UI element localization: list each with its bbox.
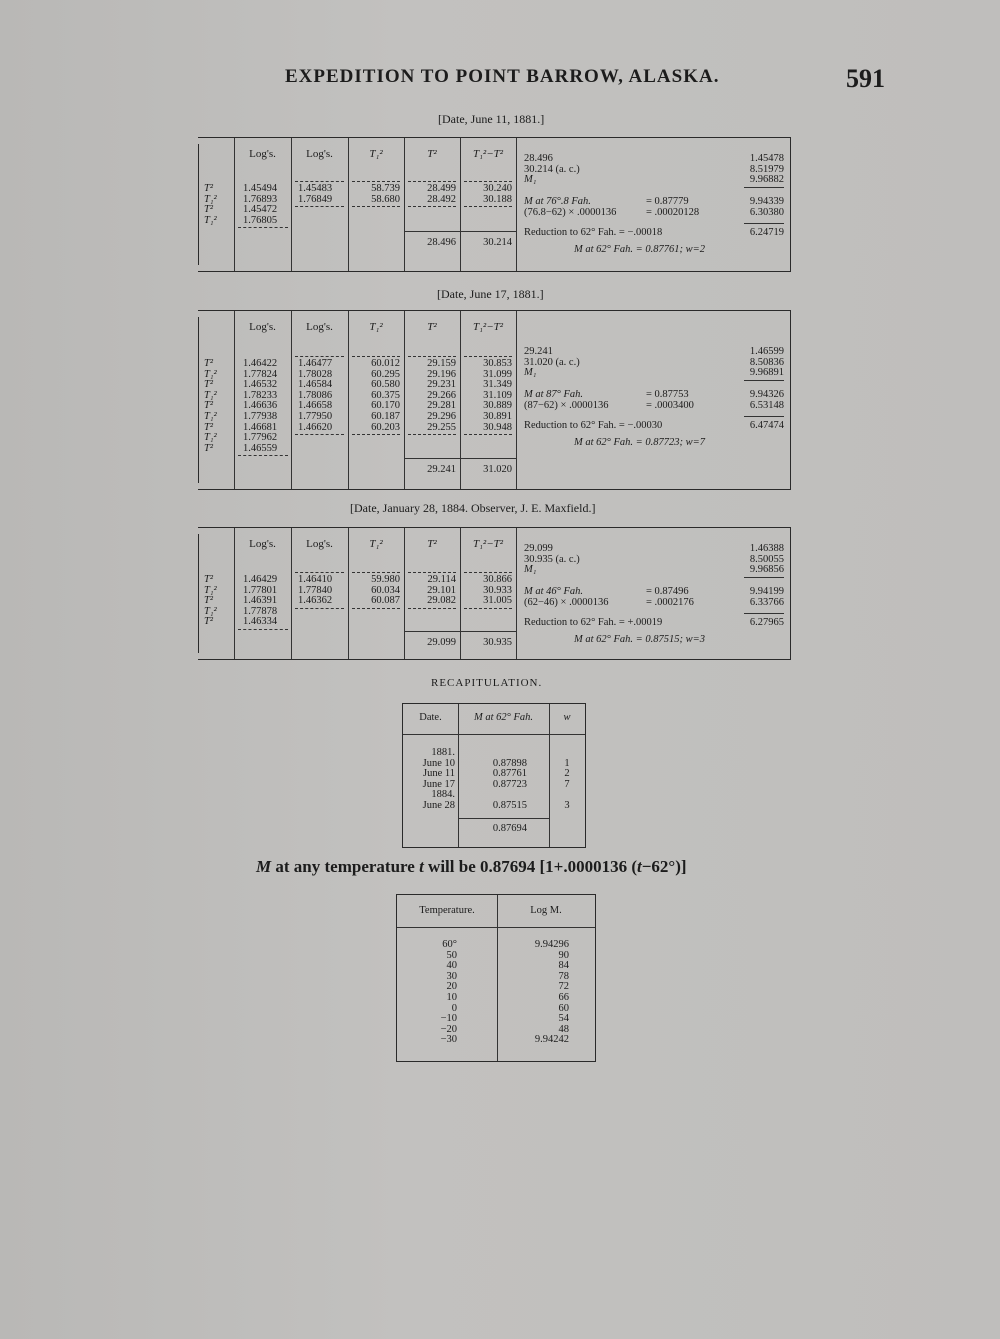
- temp-cell: 0: [451, 1002, 457, 1014]
- recap-header-date: Date.: [419, 712, 442, 723]
- calc-rule: [744, 577, 784, 578]
- logs-col-1-cell: 1.46429: [243, 574, 278, 585]
- row-labels-cell: T²: [204, 574, 213, 585]
- dashed-rule: [464, 434, 512, 435]
- logs-col-2-cell: 1.46410: [298, 574, 333, 585]
- recap-value-cell: 0.87515: [492, 799, 527, 811]
- calc-right-line: 9.96882: [749, 174, 784, 186]
- t1-squared-col-cell: 60.580: [371, 379, 400, 391]
- dashed-rule: [352, 434, 400, 435]
- column-header: Log's.: [306, 148, 333, 160]
- m-at-value: = 0.87753: [646, 389, 689, 400]
- t-squared-col: [404, 184, 456, 205]
- t1-squared-col-cell: 60.034: [371, 584, 400, 596]
- reduction: Reduction to 62° Fah. = −.00018: [524, 227, 663, 238]
- difference-col-cell: 30.933: [483, 584, 512, 596]
- t1-squared-col-cell: 60.012: [371, 358, 400, 369]
- column-header: T₁²−T²: [472, 321, 504, 333]
- sum-rule: [404, 458, 516, 459]
- logm-cell: 90: [558, 949, 569, 961]
- row-labels-cell: T²: [204, 358, 213, 369]
- t-squared-col-cell: 29.159: [427, 358, 456, 369]
- correction: (87−62) × .0000136: [524, 400, 609, 411]
- m-at-temp: M at 87° Fah.: [524, 389, 584, 400]
- correction-log: 6.33766: [749, 597, 784, 608]
- logs-col-2-cell: 1.78028: [298, 368, 333, 380]
- block-left-bar: [198, 144, 199, 265]
- difference-col: [460, 359, 512, 433]
- recap-weight-cell: [549, 748, 585, 759]
- temp-cell: 60°: [442, 939, 457, 950]
- t-squared-col-cell: 29.082: [427, 595, 456, 607]
- row-labels-cell: T₁²: [204, 368, 217, 380]
- column-header: Log's.: [306, 538, 333, 550]
- column-header: Log's.: [306, 321, 333, 333]
- reduction-log: 6.47474: [749, 420, 784, 431]
- dashed-rule: [238, 629, 288, 630]
- dashed-rule: [408, 434, 456, 435]
- t1-squared-col-cell: 60.087: [371, 595, 400, 607]
- logm-header: Log M.: [530, 905, 562, 916]
- t-squared-col-cell: 28.499: [427, 183, 456, 194]
- correction-value: = .0003400: [646, 400, 694, 411]
- logs-col-1-cell: 1.46636: [243, 400, 278, 412]
- reduction: Reduction to 62° Fah. = +.00019: [524, 617, 663, 628]
- row-labels-cell: T₁²: [204, 584, 217, 596]
- row-labels-cell: T₁²: [204, 193, 217, 205]
- difference-col-cell: 30.240: [483, 183, 512, 194]
- temp-cell: 20: [446, 981, 457, 993]
- t-squared-col-cell: 28.492: [427, 193, 456, 205]
- row-labels: [204, 575, 232, 628]
- final-result: M at 62° Fah. = 0.87761; w=2: [574, 244, 705, 255]
- recap-weight-cell: 2: [564, 768, 570, 780]
- recap-value-cell: [463, 748, 527, 759]
- t-squared-col-cell: 29.101: [427, 584, 456, 596]
- logs-col-1-cell: 1.77878: [243, 605, 278, 617]
- calc-right-line: 1.46388: [749, 543, 784, 554]
- calc-left-line: 31.020 (a. c.): [524, 356, 580, 368]
- dashed-rule: [295, 356, 344, 357]
- logs-col-2-cell: 1.77950: [298, 410, 333, 422]
- observation-block: [198, 137, 791, 272]
- t-squared-col-cell: 29.281: [427, 400, 456, 412]
- correction: (76.8−62) × .0000136: [524, 207, 617, 218]
- t1-squared-col-cell: 60.295: [371, 368, 400, 380]
- dashed-rule: [464, 181, 512, 182]
- mean-difference: 30.214: [483, 237, 512, 248]
- column-header: T₁²: [369, 321, 383, 333]
- logs-col-1-cell: 1.46422: [243, 358, 278, 369]
- difference-col-cell: 30.866: [483, 574, 512, 585]
- block-left-bar: [198, 534, 199, 653]
- calc-right-line: 8.50836: [749, 356, 784, 368]
- calc-right: [698, 154, 784, 186]
- difference-col-cell: 31.109: [483, 389, 512, 401]
- temp-cell: −10: [440, 1013, 457, 1025]
- recap-sum-rule: [458, 818, 549, 819]
- mean-t-squared: 29.099: [427, 637, 456, 648]
- temp-cell: 40: [446, 960, 457, 972]
- t-squared-col-cell: 29.196: [427, 368, 456, 380]
- calc-left-line: 30.214 (a. c.): [524, 163, 580, 175]
- calc-left: [524, 544, 674, 576]
- mean-difference: 30.935: [483, 637, 512, 648]
- logs-col-1-cell: 1.46532: [243, 379, 278, 391]
- temp-cell: −20: [440, 1023, 457, 1035]
- row-labels-cell: T²: [204, 183, 213, 194]
- recap-weight-cell: 1: [564, 757, 570, 769]
- dashed-rule: [352, 356, 400, 357]
- dashed-rule: [464, 206, 512, 207]
- t-squared-col: [404, 575, 456, 607]
- correction-log: 6.30380: [749, 207, 784, 218]
- column-divider: [234, 311, 235, 489]
- calc-left-line: 29.241: [524, 346, 553, 357]
- dashed-rule: [408, 572, 456, 573]
- logs-col-1: [243, 575, 289, 628]
- calc-right: [698, 544, 784, 576]
- dashed-rule: [352, 181, 400, 182]
- column-header: Log's.: [249, 148, 276, 160]
- m-at-log: 9.94339: [749, 196, 784, 207]
- dashed-rule: [238, 455, 288, 456]
- correction-log: 6.53148: [749, 400, 784, 411]
- calc-right: [698, 347, 784, 379]
- calc-right-line: 8.51979: [749, 163, 784, 175]
- row-labels: [204, 184, 232, 226]
- row-labels-cell: T²: [204, 421, 213, 433]
- column-header: T₁²: [369, 148, 383, 160]
- temp-cell: 30: [446, 970, 457, 982]
- final-result: M at 62° Fah. = 0.87515; w=3: [574, 634, 705, 645]
- logm-cell: 48: [558, 1023, 569, 1035]
- m-at-value: = 0.87779: [646, 196, 689, 207]
- calc-left-line: M₁: [524, 174, 537, 186]
- t1-squared-col-cell: 60.187: [371, 410, 400, 422]
- dashed-rule: [352, 572, 400, 573]
- logm-cell: 72: [558, 981, 569, 993]
- column-header: Log's.: [249, 321, 276, 333]
- final-result: M at 62° Fah. = 0.87723; w=7: [574, 437, 705, 448]
- calc-left-line: 29.099: [524, 543, 553, 554]
- block-left-bar: [198, 317, 199, 483]
- column-header: T₁²: [369, 538, 383, 550]
- recap-mean: 0.87694: [492, 823, 527, 834]
- logs-col-2-cell: 1.78086: [298, 389, 333, 401]
- difference-col-cell: 31.005: [483, 595, 512, 607]
- recap-title: RECAPITULATION.: [431, 677, 543, 689]
- t1-squared-col-cell: 60.375: [371, 389, 400, 401]
- logm-cell: 54: [558, 1013, 569, 1025]
- row-labels-cell: T²: [204, 400, 213, 412]
- dashed-rule: [408, 356, 456, 357]
- correction-value: = .00020128: [646, 207, 700, 218]
- row-labels-cell: T²: [204, 616, 213, 628]
- logs-col-2-cell: 1.46584: [298, 379, 333, 391]
- row-labels-cell: T₁²: [204, 214, 217, 226]
- column-divider: [516, 138, 517, 271]
- m-at-temp: M at 76°.8 Fah.: [524, 196, 591, 207]
- logs-col-1: [243, 359, 289, 454]
- t-squared-col-cell: 29.231: [427, 379, 456, 391]
- t-squared-col-cell: 29.114: [427, 574, 456, 585]
- m-at-temp: M at 46° Fah.: [524, 586, 584, 597]
- row-labels-cell: T₁²: [204, 432, 217, 444]
- calc-left: [524, 347, 674, 379]
- running-title: EXPEDITION TO POINT BARROW, ALASKA.: [285, 66, 720, 87]
- row-labels-cell: T₁²: [204, 410, 217, 422]
- recap-date-cell: 1881.: [431, 747, 455, 758]
- dashed-rule: [408, 181, 456, 182]
- temp-header: Temperature.: [419, 905, 475, 916]
- temp-cell: 50: [446, 949, 457, 961]
- column-header: Log's.: [249, 538, 276, 550]
- logs-col-1-cell: 1.77824: [243, 368, 278, 380]
- logs-col-2: [298, 184, 344, 205]
- page-header: [0, 64, 1000, 94]
- log-m-table: [396, 894, 596, 1062]
- m-at-value: = 0.87496: [646, 586, 689, 597]
- logs-col-1-cell: 1.46334: [243, 616, 278, 628]
- mean-t-squared: 29.241: [427, 464, 456, 475]
- difference-col-cell: 30.188: [483, 193, 512, 205]
- temp-cell: 10: [446, 991, 457, 1003]
- t1-squared-col: [348, 359, 400, 433]
- sum-rule: [404, 631, 516, 632]
- recap-weight-cell: 3: [564, 799, 570, 811]
- dashed-rule: [238, 227, 288, 228]
- logs-col-1-cell: 1.76805: [243, 214, 278, 226]
- difference-col: [460, 184, 512, 205]
- calc-left-line: 30.935 (a. c.): [524, 553, 580, 565]
- column-header: T₁²−T²: [472, 148, 504, 160]
- dashed-rule: [464, 608, 512, 609]
- calc-rule: [744, 223, 784, 224]
- row-labels-cell: T²: [204, 595, 213, 607]
- recap-values: [463, 748, 527, 812]
- correction-value: = .0002176: [646, 597, 694, 608]
- t-squared-col: [404, 359, 456, 433]
- difference-col-cell: 30.891: [483, 410, 512, 422]
- reduction: Reduction to 62° Fah. = −.00030: [524, 420, 663, 431]
- calc-right-line: 1.45478: [749, 153, 784, 164]
- dashed-rule: [295, 181, 344, 182]
- logm-cell: 84: [558, 960, 569, 972]
- block-caption: [Date, January 28, 1884. Observer, J. E. Maxfield.]: [350, 501, 596, 515]
- logm-cell: 78: [558, 970, 569, 982]
- t1-squared-col-cell: 58.739: [371, 183, 400, 194]
- logs-col-2-cell: 1.45483: [298, 183, 333, 194]
- recap-date-cell: June 11: [423, 768, 455, 780]
- logs-col-1: [243, 184, 289, 226]
- calc-rule: [744, 187, 784, 188]
- recap-col-divider: [458, 704, 459, 847]
- t1-squared-col-cell: 58.680: [371, 193, 400, 205]
- reduction-log: 6.27965: [749, 617, 784, 628]
- calc-left: [524, 154, 674, 186]
- recap-value-cell: 0.87761: [492, 768, 527, 780]
- column-divider: [516, 528, 517, 659]
- difference-col-cell: 31.099: [483, 368, 512, 380]
- mean-t-squared: 28.496: [427, 237, 456, 248]
- difference-col-cell: 30.889: [483, 400, 512, 412]
- t1-squared-col: [348, 184, 400, 205]
- calc-right-line: 8.50055: [749, 553, 784, 565]
- logs-col-1-cell: 1.76893: [243, 193, 278, 205]
- temp-header-rule: [397, 927, 595, 928]
- recap-weight-cell: 7: [564, 778, 570, 790]
- t1-squared-col: [348, 575, 400, 607]
- temp-cell: −30: [440, 1034, 457, 1046]
- recap-weights: [549, 748, 585, 812]
- recap-header-m: M at 62° Fah.: [473, 712, 534, 723]
- recap-date-cell: June 28: [422, 799, 455, 811]
- logs-col-1-cell: 1.46681: [243, 421, 278, 433]
- logm-cell: 9.94242: [534, 1034, 569, 1046]
- column-header: T²: [427, 538, 437, 550]
- recap-date-cell: June 17: [422, 778, 455, 790]
- logs-col-1-cell: 1.46559: [243, 442, 278, 454]
- row-labels-cell: T²: [204, 379, 213, 391]
- dashed-rule: [295, 572, 344, 573]
- recap-dates: [407, 748, 455, 812]
- logm-cell: 60: [558, 1002, 569, 1014]
- temp-col-divider: [497, 895, 498, 1061]
- row-labels-cell: T₁²: [204, 389, 217, 401]
- dashed-rule: [352, 608, 400, 609]
- logs-col-1-cell: 1.77962: [243, 432, 278, 444]
- logs-col-1-cell: 1.45472: [243, 204, 278, 216]
- t1-squared-col-cell: 60.203: [371, 421, 400, 433]
- column-header: T²: [427, 321, 437, 333]
- observation-block: [198, 527, 791, 660]
- block-caption: [Date, June 17, 1881.]: [437, 287, 544, 301]
- logm-values: [507, 940, 569, 1046]
- t1-squared-col-cell: 60.170: [371, 400, 400, 412]
- difference-col-cell: 30.853: [483, 358, 512, 369]
- column-divider: [291, 311, 292, 489]
- logs-col-1-cell: 1.77938: [243, 410, 278, 422]
- dashed-rule: [408, 608, 456, 609]
- dashed-rule: [464, 356, 512, 357]
- calc-left-line: M₁: [524, 367, 537, 379]
- recap-header-rule: [403, 734, 585, 735]
- formula: M at any temperature t will be 0.87694 [1+.0000136 (t−62°)]: [256, 857, 687, 876]
- calc-right-line: 9.96891: [749, 367, 784, 379]
- t-squared-col-cell: 29.255: [427, 421, 456, 433]
- recap-date-cell: June 10: [422, 757, 455, 769]
- logs-col-2: [298, 575, 344, 607]
- t1-squared-col-cell: 59.980: [371, 574, 400, 585]
- dashed-rule: [295, 608, 344, 609]
- logs-col-2-cell: 1.46620: [298, 421, 333, 433]
- logm-cell: 9.94296: [534, 939, 569, 950]
- block-caption: [Date, June 11, 1881.]: [438, 112, 545, 126]
- logs-col-2-cell: 1.76849: [298, 193, 333, 205]
- t-squared-col-cell: 29.296: [427, 410, 456, 422]
- difference-col-cell: 31.349: [483, 379, 512, 391]
- logs-col-1-cell: 1.45494: [243, 183, 278, 194]
- logs-col-2-cell: 1.46362: [298, 595, 333, 607]
- recap-date-cell: 1884.: [431, 789, 455, 801]
- calc-right-line: 1.46599: [749, 346, 784, 357]
- row-labels-cell: T₁²: [204, 605, 217, 617]
- recap-table: [402, 703, 586, 848]
- row-labels-cell: T²: [204, 204, 213, 216]
- t-squared-col-cell: 29.266: [427, 389, 456, 401]
- dashed-rule: [352, 206, 400, 207]
- column-header: T₁²−T²: [472, 538, 504, 550]
- column-header: T²: [427, 148, 437, 160]
- observation-block: [198, 310, 791, 490]
- calc-left-line: M₁: [524, 564, 537, 576]
- calc-rule: [744, 613, 784, 614]
- correction: (62−46) × .0000136: [524, 597, 609, 608]
- m-at-log: 9.94326: [749, 389, 784, 400]
- sum-rule: [404, 231, 516, 232]
- recap-header-w: w: [563, 712, 571, 723]
- difference-col: [460, 575, 512, 607]
- dashed-rule: [295, 434, 344, 435]
- logs-col-1-cell: 1.46391: [243, 595, 278, 607]
- page-number: 591: [846, 64, 885, 93]
- temp-values: [407, 940, 457, 1046]
- recap-value-cell: 0.87898: [492, 757, 527, 769]
- dashed-rule: [464, 572, 512, 573]
- dashed-rule: [295, 206, 344, 207]
- logs-col-2-cell: 1.46658: [298, 400, 333, 412]
- reduction-log: 6.24719: [749, 227, 784, 238]
- recap-value-cell: 0.87723: [492, 778, 527, 790]
- row-labels-cell: T²: [204, 442, 213, 454]
- calc-left-line: 28.496: [524, 153, 553, 164]
- column-divider: [516, 311, 517, 489]
- logs-col-2-cell: 1.46477: [298, 358, 333, 369]
- logs-col-2: [298, 359, 344, 433]
- dashed-rule: [408, 206, 456, 207]
- mean-difference: 31.020: [483, 464, 512, 475]
- logs-col-1-cell: 1.77801: [243, 584, 278, 596]
- row-labels: [204, 359, 232, 454]
- calc-right-line: 9.96856: [749, 564, 784, 576]
- difference-col-cell: 30.948: [483, 421, 512, 433]
- logs-col-1-cell: 1.78233: [243, 389, 278, 401]
- logs-col-2-cell: 1.77840: [298, 584, 333, 596]
- m-at-log: 9.94199: [749, 586, 784, 597]
- calc-rule: [744, 416, 784, 417]
- calc-rule: [744, 380, 784, 381]
- logm-cell: 66: [558, 991, 569, 1003]
